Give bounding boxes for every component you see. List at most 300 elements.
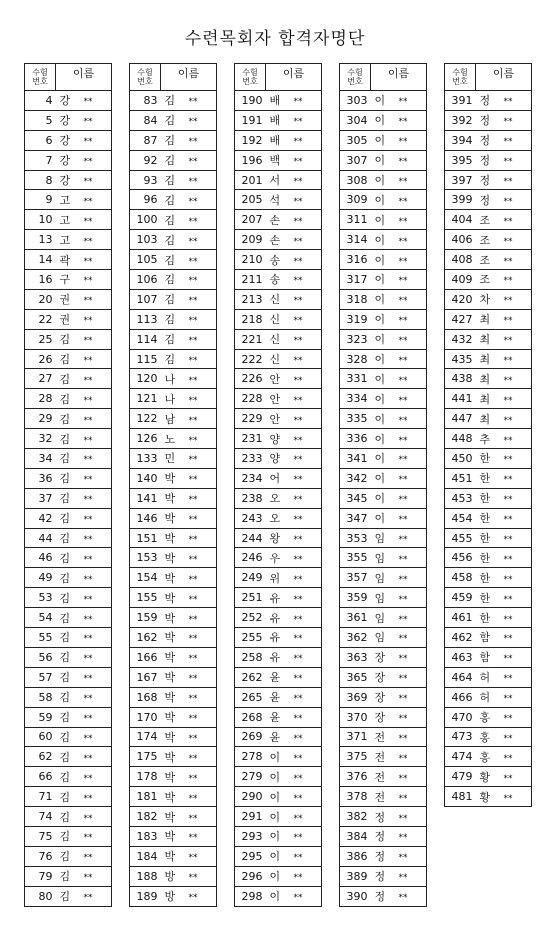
candidate-name [371,787,427,807]
candidate-name [371,707,427,727]
masked-given-name: ** [503,216,513,227]
table-row [130,846,217,866]
candidate-name [476,170,532,190]
surname: 박 [164,591,176,605]
surname: 이 [269,850,281,864]
surname: 김 [59,850,71,864]
exam-number: 87 [130,130,161,150]
masked-given-name: ** [83,415,93,426]
exam-number: 305 [340,130,371,150]
table-row [235,210,322,230]
exam-number: 221 [235,329,266,349]
exam-number: 298 [235,886,266,906]
table-row [445,667,532,687]
candidate-name [161,548,217,568]
candidate-name [56,608,112,628]
masked-given-name: ** [188,276,198,287]
table-row [25,389,112,409]
candidate-name [161,409,217,429]
surname: 전 [374,730,386,744]
candidate-name [266,130,322,150]
masked-given-name: ** [188,793,198,804]
masked-given-name: ** [398,375,408,386]
candidate-name [56,508,112,528]
table-row [235,628,322,648]
masked-given-name: ** [188,515,198,526]
exam-number: 233 [235,449,266,469]
masked-given-name: ** [293,873,303,884]
surname: 김 [164,253,176,267]
candidate-name [161,190,217,210]
surname: 이 [269,810,281,824]
masked-given-name: ** [188,753,198,764]
surname: 차 [479,293,491,307]
surname: 민 [164,452,176,466]
table-row [25,329,112,349]
masked-given-name: ** [83,833,93,844]
exam-number: 308 [340,170,371,190]
candidate-name [266,866,322,886]
table-row [445,588,532,608]
table-row [130,91,217,111]
table-row [130,628,217,648]
table-row [235,508,322,528]
surname: 노 [164,432,176,446]
exam-number: 318 [340,289,371,309]
candidate-name [266,807,322,827]
table-row [445,707,532,727]
table-row [130,468,217,488]
exam-number: 184 [130,846,161,866]
exam-number: 76 [25,846,56,866]
exam-number: 382 [340,807,371,827]
exam-number-header: 수험 번호 [340,64,371,91]
surname: 유 [269,631,281,645]
table-row [25,767,112,787]
candidate-name [161,110,217,130]
exam-number: 75 [25,826,56,846]
name-header: 이름 [161,64,217,91]
masked-given-name: ** [83,276,93,287]
surname: 박 [164,512,176,526]
masked-given-name: ** [503,554,513,565]
surname: 오 [269,492,281,506]
candidate-name [371,230,427,250]
candidate-name [266,91,322,111]
table-row [445,468,532,488]
exam-number: 258 [235,647,266,667]
candidate-name [161,150,217,170]
masked-given-name: ** [83,177,93,187]
surname: 강 [59,114,71,128]
exam-number: 303 [340,91,371,111]
candidate-name [266,628,322,648]
table-row [340,289,427,309]
masked-given-name: ** [503,117,513,128]
masked-given-name: ** [188,375,198,386]
masked-given-name: ** [188,316,198,327]
candidate-name [266,429,322,449]
table-row [25,230,112,250]
candidate-name [56,150,112,170]
candidate-name [371,468,427,488]
exam-number: 154 [130,568,161,588]
masked-given-name: ** [503,515,513,526]
surname: 김 [164,333,176,347]
masked-given-name: ** [293,276,303,287]
table-row [130,130,217,150]
surname: 임 [374,532,386,546]
exam-number: 114 [130,329,161,349]
candidate-name [476,707,532,727]
exam-number: 456 [445,548,476,568]
masked-given-name: ** [188,97,198,108]
masked-given-name: ** [398,296,408,307]
surname: 장 [374,711,386,725]
surname: 고 [59,233,71,247]
exam-number: 357 [340,568,371,588]
surname: 권 [59,293,71,307]
candidate-name [266,150,322,170]
table-row [25,568,112,588]
exam-number: 4 [25,91,56,111]
exam-number: 28 [25,389,56,409]
exam-number: 323 [340,329,371,349]
exam-number: 409 [445,270,476,290]
exam-number: 293 [235,826,266,846]
surname: 김 [59,611,71,625]
exam-number: 361 [340,608,371,628]
exam-number: 26 [25,349,56,369]
surname: 윤 [269,691,281,705]
exam-number: 155 [130,588,161,608]
surname: 김 [164,353,176,367]
masked-given-name: ** [83,694,93,705]
roster-column-3 [234,63,322,907]
exam-number: 307 [340,150,371,170]
exam-number: 335 [340,409,371,429]
table-row [130,608,217,628]
surname: 이 [269,890,281,904]
table-row [340,647,427,667]
candidate-name [266,687,322,707]
candidate-name [266,886,322,906]
exam-number: 461 [445,608,476,628]
table-row [235,647,322,667]
candidate-name [56,230,112,250]
masked-given-name: ** [83,654,93,665]
exam-number: 189 [130,886,161,906]
candidate-name [476,110,532,130]
table-row [235,110,322,130]
candidate-name [476,628,532,648]
candidate-name [266,528,322,548]
masked-given-name: ** [293,177,303,187]
masked-given-name: ** [188,554,198,565]
candidate-name [161,787,217,807]
candidate-name [371,369,427,389]
table-row [445,190,532,210]
exam-number: 9 [25,190,56,210]
masked-given-name: ** [188,495,198,506]
table-row [235,488,322,508]
table-row [130,369,217,389]
table-row [340,588,427,608]
table-row [25,190,112,210]
exam-number: 395 [445,150,476,170]
masked-given-name: ** [293,594,303,605]
table-row [235,150,322,170]
masked-given-name: ** [293,196,303,207]
surname: 정 [479,134,491,148]
exam-number: 269 [235,727,266,747]
masked-given-name: ** [188,415,198,426]
table-row [25,488,112,508]
exam-number: 319 [340,309,371,329]
candidate-name [371,190,427,210]
masked-given-name: ** [83,495,93,506]
candidate-name [161,349,217,369]
candidate-name [371,210,427,230]
surname: 김 [59,651,71,665]
surname: 조 [479,233,491,247]
masked-given-name: ** [188,296,198,307]
candidate-name [266,389,322,409]
table-row [235,608,322,628]
exam-number: 459 [445,588,476,608]
exam-number: 345 [340,488,371,508]
exam-number: 106 [130,270,161,290]
table-row [235,369,322,389]
masked-given-name: ** [503,256,513,267]
masked-given-name: ** [293,336,303,347]
masked-given-name: ** [503,336,513,347]
masked-given-name: ** [83,873,93,884]
table-row [340,190,427,210]
table-row [25,508,112,528]
masked-given-name: ** [188,594,198,605]
surname: 김 [59,810,71,824]
candidate-name [371,409,427,429]
candidate-name [56,707,112,727]
exam-number: 448 [445,429,476,449]
surname: 김 [59,591,71,605]
table-row [340,667,427,687]
surname: 유 [269,591,281,605]
masked-given-name: ** [398,256,408,267]
table-row [235,846,322,866]
exam-number: 174 [130,727,161,747]
surname: 김 [59,711,71,725]
candidate-name [266,210,322,230]
exam-number: 462 [445,628,476,648]
surname: 양 [269,452,281,466]
table-row [130,409,217,429]
table-row [25,210,112,230]
surname: 이 [374,114,386,128]
table-row [130,110,217,130]
exam-number: 243 [235,508,266,528]
masked-given-name: ** [188,336,198,347]
surname: 김 [59,830,71,844]
masked-given-name: ** [398,833,408,844]
surname: 위 [269,571,281,585]
masked-given-name: ** [83,395,93,406]
exam-number: 133 [130,449,161,469]
masked-given-name: ** [188,574,198,585]
masked-given-name: ** [503,694,513,705]
masked-given-name: ** [398,714,408,725]
surname: 이 [374,452,386,466]
surname: 김 [164,293,176,307]
exam-number: 201 [235,170,266,190]
candidate-name [266,369,322,389]
surname: 양 [269,432,281,446]
candidate-name [476,449,532,469]
masked-given-name: ** [503,177,513,187]
candidate-name [56,488,112,508]
masked-given-name: ** [188,853,198,864]
table-row [235,687,322,707]
surname: 허 [479,671,491,685]
surname: 안 [269,392,281,406]
surname: 임 [374,571,386,585]
exam-number: 151 [130,528,161,548]
exam-number: 37 [25,488,56,508]
table-row [235,866,322,886]
table-row [235,130,322,150]
candidate-name [56,528,112,548]
masked-given-name: ** [398,455,408,466]
masked-given-name: ** [503,236,513,247]
candidate-name [476,608,532,628]
table-row [235,349,322,369]
exam-number: 93 [130,170,161,190]
exam-number: 14 [25,250,56,270]
candidate-name [266,747,322,767]
exam-number: 291 [235,807,266,827]
candidate-name [56,787,112,807]
table-header-row [130,64,217,91]
exam-number: 371 [340,727,371,747]
table-row [340,309,427,329]
surname: 함 [479,651,491,665]
table-row [235,568,322,588]
masked-given-name: ** [188,256,198,267]
surname: 홍 [479,750,491,764]
table-row [130,807,217,827]
surname: 윤 [269,671,281,685]
candidate-name [476,767,532,787]
table-row [445,91,532,111]
exam-number: 458 [445,568,476,588]
exam-number: 153 [130,548,161,568]
candidate-name [161,309,217,329]
masked-given-name: ** [503,375,513,386]
exam-number: 295 [235,846,266,866]
table-row [130,767,217,787]
surname: 김 [164,174,176,187]
table-row [340,767,427,787]
table-row [445,647,532,667]
masked-given-name: ** [293,256,303,267]
table-row [340,250,427,270]
candidate-name [371,548,427,568]
table-row [340,449,427,469]
table-row [445,250,532,270]
masked-given-name: ** [398,336,408,347]
exam-number: 397 [445,170,476,190]
candidate-name [371,846,427,866]
masked-given-name: ** [398,415,408,426]
table-row [340,608,427,628]
exam-number: 317 [340,270,371,290]
surname: 김 [59,750,71,764]
roster-column-2 [129,63,217,907]
exam-number: 234 [235,468,266,488]
candidate-name [476,409,532,429]
exam-number: 455 [445,528,476,548]
table-row [130,210,217,230]
masked-given-name: ** [503,714,513,725]
candidate-name [161,707,217,727]
surname: 김 [164,193,176,207]
masked-given-name: ** [293,714,303,725]
exam-number-header: 수험 번호 [445,64,476,91]
table-row [445,309,532,329]
exam-number: 175 [130,747,161,767]
candidate-name [56,130,112,150]
masked-given-name: ** [503,495,513,506]
masked-given-name: ** [83,296,93,307]
surname: 정 [374,890,386,904]
table-row [340,826,427,846]
masked-given-name: ** [293,455,303,466]
exam-number: 191 [235,110,266,130]
exam-number: 13 [25,230,56,250]
masked-given-name: ** [188,813,198,824]
masked-given-name: ** [83,137,93,148]
candidate-name [371,130,427,150]
masked-given-name: ** [503,157,513,168]
surname: 배 [269,94,281,108]
exam-number: 463 [445,647,476,667]
candidate-name [371,389,427,409]
table-row [340,568,427,588]
surname: 이 [374,293,386,307]
exam-number: 6 [25,130,56,150]
masked-given-name: ** [293,316,303,327]
masked-given-name: ** [398,853,408,864]
candidate-name [56,647,112,667]
masked-given-name: ** [83,893,93,904]
candidate-name [266,488,322,508]
candidate-name [476,687,532,707]
masked-given-name: ** [83,256,93,267]
exam-number: 196 [235,150,266,170]
candidate-name [161,270,217,290]
masked-given-name: ** [503,356,513,367]
surname: 한 [479,492,491,506]
surname: 강 [59,134,71,148]
surname: 정 [479,174,491,187]
surname: 송 [269,253,281,267]
exam-number: 16 [25,270,56,290]
table-row [130,190,217,210]
exam-number: 140 [130,468,161,488]
masked-given-name: ** [398,634,408,645]
surname: 최 [479,372,491,386]
